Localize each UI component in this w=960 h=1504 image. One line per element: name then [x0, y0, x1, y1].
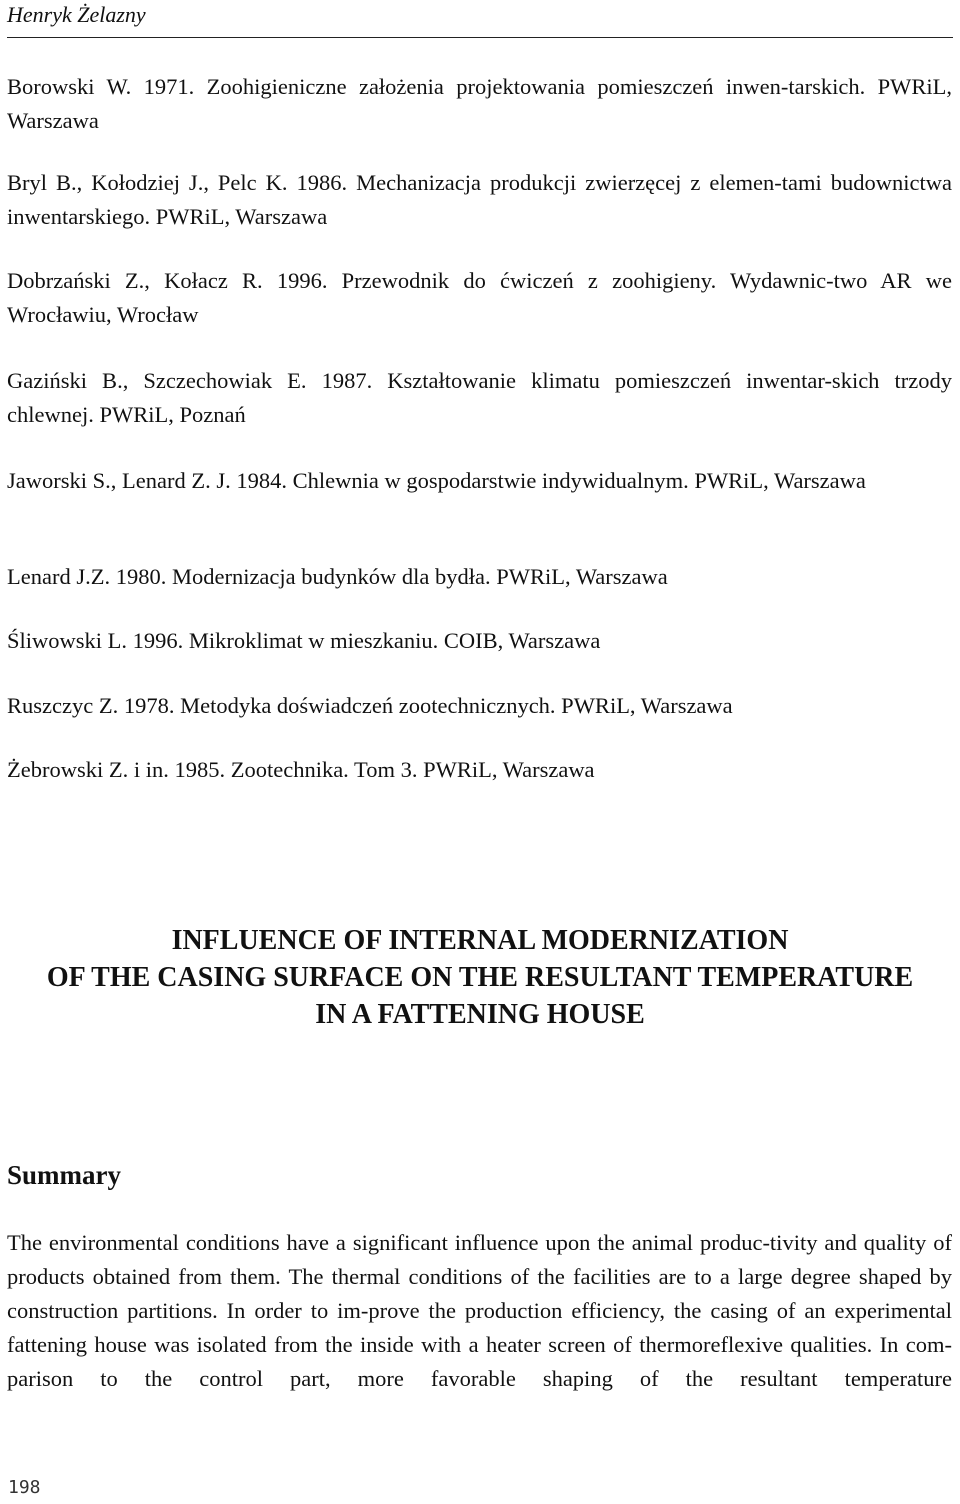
english-title-line-1: INFLUENCE OF INTERNAL MODERNIZATION [171, 925, 789, 956]
running-head: Henryk Żelazny [7, 2, 146, 27]
reference-item: Dobrzański Z., Kołacz R. 1996. Przewodnik do ćwiczeń z zoohigieny. Wydawnic-two AR we Wrocławiu, Wrocław [7, 268, 952, 327]
reference-item: Jaworski S., Lenard Z. J. 1984. Chlewnia w gospodarstwie indywidualnym. PWRiL, Warszawa [7, 468, 866, 493]
page-number: 198 [8, 1477, 41, 1498]
english-title-line-3: IN A FATTENING HOUSE [315, 999, 645, 1030]
reference-item: Borowski W. 1971. Zoohigieniczne założenia projektowania pomieszczeń inwen-tarskich. PWRiL, Warszawa [7, 74, 952, 133]
reference-item: Żebrowski Z. i in. 1985. Zootechnika. Tom 3. PWRiL, Warszawa [7, 757, 595, 782]
english-title [0, 922, 960, 1033]
reference-item: Śliwowski L. 1996. Mikroklimat w mieszkaniu. COIB, Warszawa [7, 628, 601, 653]
reference-item: Lenard J.Z. 1980. Modernizacja budynków dla bydła. PWRiL, Warszawa [7, 564, 668, 589]
summary-heading: Summary [7, 1160, 121, 1190]
reference-item: Ruszczyc Z. 1978. Metodyka doświadczeń zootechnicznych. PWRiL, Warszawa [7, 693, 733, 718]
summary-text: The environmental conditions have a significant influence upon the animal produc-tivity and quality of products obtained from them. The thermal conditions of the facilities are to a large degree shaped by construction partitions. In order to im-prove the production efficiency, the casing of an experimental fattening house was isolated from the inside with a heater screen of thermoreflexive qualities. In com-parison to the control part, more favorable shaping of the resultant temperature [7, 1230, 952, 1391]
reference-item: Bryl B., Kołodziej J., Pelc K. 1986. Mechanizacja produkcji zwierzęcej z elemen-tami budownictwa inwentarskiego. PWRiL, Warszawa [7, 170, 952, 229]
english-title-line-2: OF THE CASING SURFACE ON THE RESULTANT TEMPERATURE [46, 962, 914, 993]
reference-item: Gaziński B., Szczechowiak E. 1987. Kształtowanie klimatu pomieszczeń inwentar-skich trzody chlewnej. PWRiL, Poznań [7, 368, 952, 427]
header-rule [7, 37, 953, 38]
